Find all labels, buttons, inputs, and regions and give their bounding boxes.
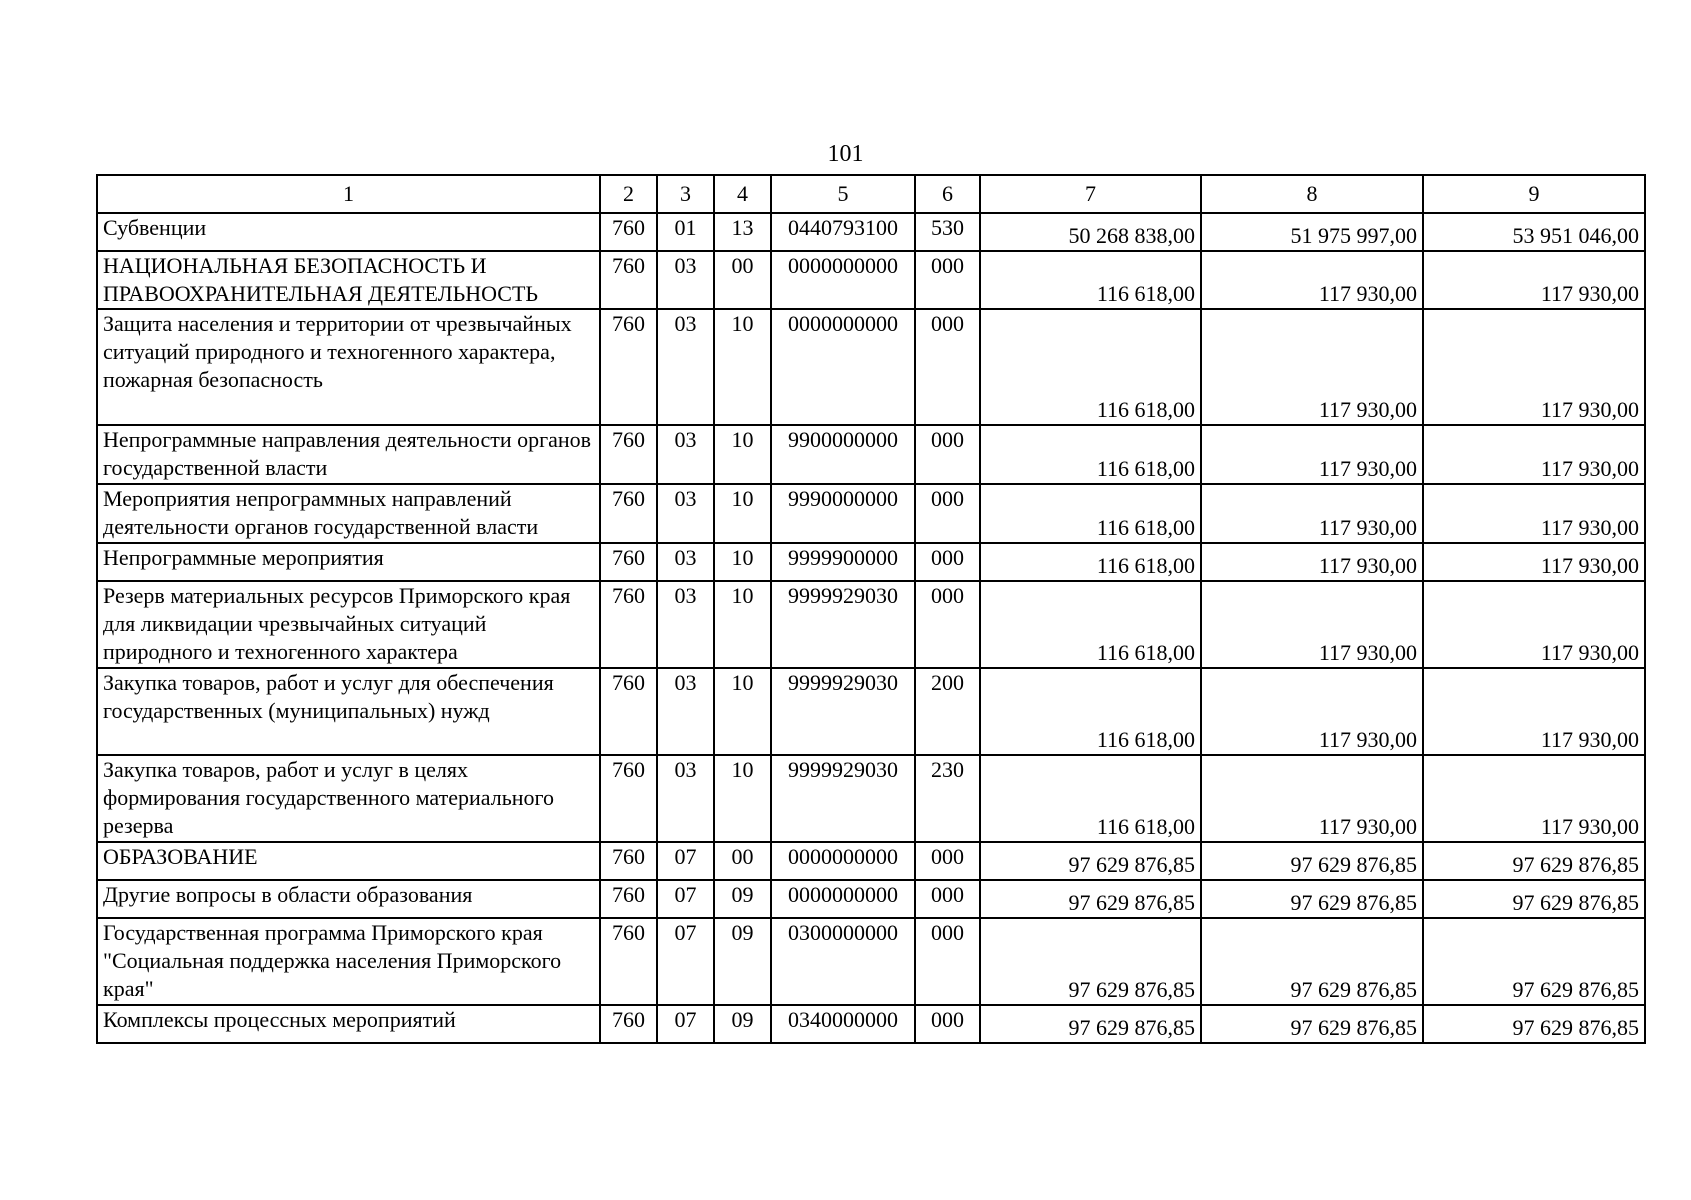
column-header: 4 bbox=[714, 175, 771, 213]
cell-col-3: 07 bbox=[657, 918, 714, 1005]
cell-col-3: 01 bbox=[657, 213, 714, 251]
cell-col-6: 000 bbox=[915, 484, 980, 543]
column-header: 5 bbox=[771, 175, 915, 213]
cell-col-2: 760 bbox=[600, 668, 657, 755]
cell-col-5: 9990000000 bbox=[771, 484, 915, 543]
cell-col-6: 000 bbox=[915, 251, 980, 309]
cell-col-6: 000 bbox=[915, 581, 980, 668]
cell-col-5: 0000000000 bbox=[771, 880, 915, 918]
cell-col-5: 0000000000 bbox=[771, 309, 915, 425]
cell-col-5: 0000000000 bbox=[771, 842, 915, 880]
cell-col-5: 0440793100 bbox=[771, 213, 915, 251]
cell-col-6: 000 bbox=[915, 309, 980, 425]
table-row bbox=[97, 213, 1645, 251]
table-row bbox=[97, 918, 1645, 1005]
amount-col-8: 51 975 997,00 bbox=[1201, 213, 1423, 251]
row-name: Непрограммные направления деятельности органов государственной власти bbox=[97, 425, 600, 484]
amount-col-7: 97 629 876,85 bbox=[980, 1005, 1201, 1043]
cell-col-4: 10 bbox=[714, 581, 771, 668]
amount-col-9: 97 629 876,85 bbox=[1423, 918, 1645, 1005]
cell-col-3: 07 bbox=[657, 842, 714, 880]
cell-col-5: 9900000000 bbox=[771, 425, 915, 484]
row-name: НАЦИОНАЛЬНАЯ БЕЗОПАСНОСТЬ И ПРАВООХРАНИТЕЛЬНАЯ ДЕЯТЕЛЬНОСТЬ bbox=[97, 251, 600, 309]
amount-col-7: 116 618,00 bbox=[980, 755, 1201, 842]
amount-col-9: 97 629 876,85 bbox=[1423, 1005, 1645, 1043]
row-name: Резерв материальных ресурсов Приморского края для ликвидации чрезвычайных ситуаций природного и техногенного характера bbox=[97, 581, 600, 668]
amount-col-9: 53 951 046,00 bbox=[1423, 213, 1645, 251]
amount-col-7: 116 618,00 bbox=[980, 543, 1201, 581]
table-row bbox=[97, 755, 1645, 842]
amount-col-8: 117 930,00 bbox=[1201, 543, 1423, 581]
amount-col-8: 117 930,00 bbox=[1201, 425, 1423, 484]
column-header: 1 bbox=[97, 175, 600, 213]
amount-col-7: 50 268 838,00 bbox=[980, 213, 1201, 251]
cell-col-5: 0300000000 bbox=[771, 918, 915, 1005]
cell-col-6: 000 bbox=[915, 543, 980, 581]
table-row bbox=[97, 309, 1645, 425]
amount-col-9: 117 930,00 bbox=[1423, 581, 1645, 668]
cell-col-6: 000 bbox=[915, 842, 980, 880]
amount-col-9: 117 930,00 bbox=[1423, 755, 1645, 842]
row-name: ОБРАЗОВАНИЕ bbox=[97, 842, 600, 880]
cell-col-3: 03 bbox=[657, 543, 714, 581]
amount-col-9: 117 930,00 bbox=[1423, 251, 1645, 309]
amount-col-7: 116 618,00 bbox=[980, 309, 1201, 425]
cell-col-3: 03 bbox=[657, 425, 714, 484]
cell-col-5: 9999900000 bbox=[771, 543, 915, 581]
cell-col-3: 03 bbox=[657, 668, 714, 755]
amount-col-8: 117 930,00 bbox=[1201, 668, 1423, 755]
cell-col-6: 000 bbox=[915, 918, 980, 1005]
cell-col-6: 000 bbox=[915, 1005, 980, 1043]
table-row bbox=[97, 842, 1645, 880]
cell-col-2: 760 bbox=[600, 484, 657, 543]
column-header: 8 bbox=[1201, 175, 1423, 213]
cell-col-2: 760 bbox=[600, 213, 657, 251]
amount-col-8: 117 930,00 bbox=[1201, 581, 1423, 668]
cell-col-3: 07 bbox=[657, 880, 714, 918]
cell-col-6: 230 bbox=[915, 755, 980, 842]
cell-col-4: 10 bbox=[714, 543, 771, 581]
cell-col-4: 00 bbox=[714, 251, 771, 309]
cell-col-4: 00 bbox=[714, 842, 771, 880]
amount-col-7: 116 618,00 bbox=[980, 251, 1201, 309]
amount-col-7: 116 618,00 bbox=[980, 581, 1201, 668]
cell-col-2: 760 bbox=[600, 581, 657, 668]
cell-col-2: 760 bbox=[600, 842, 657, 880]
cell-col-4: 09 bbox=[714, 880, 771, 918]
amount-col-8: 97 629 876,85 bbox=[1201, 918, 1423, 1005]
amount-col-9: 117 930,00 bbox=[1423, 543, 1645, 581]
amount-col-7: 97 629 876,85 bbox=[980, 918, 1201, 1005]
table-row bbox=[97, 581, 1645, 668]
cell-col-5: 9999929030 bbox=[771, 755, 915, 842]
cell-col-2: 760 bbox=[600, 880, 657, 918]
cell-col-4: 10 bbox=[714, 309, 771, 425]
table-row bbox=[97, 1005, 1645, 1043]
cell-col-2: 760 bbox=[600, 309, 657, 425]
cell-col-2: 760 bbox=[600, 755, 657, 842]
amount-col-8: 117 930,00 bbox=[1201, 484, 1423, 543]
cell-col-3: 03 bbox=[657, 309, 714, 425]
amount-col-9: 117 930,00 bbox=[1423, 484, 1645, 543]
amount-col-8: 117 930,00 bbox=[1201, 755, 1423, 842]
column-header: 6 bbox=[915, 175, 980, 213]
header-row bbox=[97, 175, 1645, 213]
row-name: Закупка товаров, работ и услуг в целях формирования государственного материального резерва bbox=[97, 755, 600, 842]
row-name: Защита населения и территории от чрезвычайных ситуаций природного и техногенного характера, пожарная безопасность bbox=[97, 309, 600, 425]
cell-col-6: 530 bbox=[915, 213, 980, 251]
row-name: Непрограммные мероприятия bbox=[97, 543, 600, 581]
cell-col-4: 09 bbox=[714, 1005, 771, 1043]
amount-col-7: 97 629 876,85 bbox=[980, 880, 1201, 918]
amount-col-9: 117 930,00 bbox=[1423, 425, 1645, 484]
cell-col-6: 000 bbox=[915, 425, 980, 484]
cell-col-3: 03 bbox=[657, 484, 714, 543]
cell-col-3: 03 bbox=[657, 581, 714, 668]
amount-col-8: 117 930,00 bbox=[1201, 251, 1423, 309]
cell-col-2: 760 bbox=[600, 543, 657, 581]
amount-col-8: 117 930,00 bbox=[1201, 309, 1423, 425]
budget-table bbox=[96, 174, 1646, 1044]
row-name: Другие вопросы в области образования bbox=[97, 880, 600, 918]
cell-col-4: 10 bbox=[714, 425, 771, 484]
amount-col-7: 116 618,00 bbox=[980, 484, 1201, 543]
cell-col-4: 10 bbox=[714, 755, 771, 842]
cell-col-3: 07 bbox=[657, 1005, 714, 1043]
cell-col-2: 760 bbox=[600, 425, 657, 484]
table-row bbox=[97, 668, 1645, 755]
column-header: 2 bbox=[600, 175, 657, 213]
table-row bbox=[97, 543, 1645, 581]
amount-col-8: 97 629 876,85 bbox=[1201, 880, 1423, 918]
amount-col-9: 117 930,00 bbox=[1423, 668, 1645, 755]
row-name: Государственная программа Приморского края "Социальная поддержка населения Приморского края" bbox=[97, 918, 600, 1005]
amount-col-7: 116 618,00 bbox=[980, 425, 1201, 484]
cell-col-6: 200 bbox=[915, 668, 980, 755]
cell-col-2: 760 bbox=[600, 251, 657, 309]
row-name: Субвенции bbox=[97, 213, 600, 251]
amount-col-8: 97 629 876,85 bbox=[1201, 1005, 1423, 1043]
cell-col-3: 03 bbox=[657, 251, 714, 309]
cell-col-4: 13 bbox=[714, 213, 771, 251]
cell-col-3: 03 bbox=[657, 755, 714, 842]
table-row bbox=[97, 425, 1645, 484]
page-number: 101 bbox=[827, 141, 864, 167]
table-row bbox=[97, 251, 1645, 309]
cell-col-5: 0340000000 bbox=[771, 1005, 915, 1043]
cell-col-2: 760 bbox=[600, 1005, 657, 1043]
amount-col-9: 97 629 876,85 bbox=[1423, 880, 1645, 918]
column-header: 3 bbox=[657, 175, 714, 213]
row-name: Комплексы процессных мероприятий bbox=[97, 1005, 600, 1043]
amount-col-7: 116 618,00 bbox=[980, 668, 1201, 755]
column-header: 9 bbox=[1423, 175, 1645, 213]
amount-col-7: 97 629 876,85 bbox=[980, 842, 1201, 880]
table-row bbox=[97, 484, 1645, 543]
cell-col-4: 09 bbox=[714, 918, 771, 1005]
cell-col-5: 0000000000 bbox=[771, 251, 915, 309]
cell-col-4: 10 bbox=[714, 668, 771, 755]
cell-col-6: 000 bbox=[915, 880, 980, 918]
cell-col-5: 9999929030 bbox=[771, 668, 915, 755]
amount-col-9: 97 629 876,85 bbox=[1423, 842, 1645, 880]
cell-col-5: 9999929030 bbox=[771, 581, 915, 668]
amount-col-9: 117 930,00 bbox=[1423, 309, 1645, 425]
cell-col-2: 760 bbox=[600, 918, 657, 1005]
amount-col-8: 97 629 876,85 bbox=[1201, 842, 1423, 880]
row-name: Мероприятия непрограммных направлений деятельности органов государственной власти bbox=[97, 484, 600, 543]
column-header: 7 bbox=[980, 175, 1201, 213]
cell-col-4: 10 bbox=[714, 484, 771, 543]
row-name: Закупка товаров, работ и услуг для обеспечения государственных (муниципальных) нужд bbox=[97, 668, 600, 755]
table-row bbox=[97, 880, 1645, 918]
